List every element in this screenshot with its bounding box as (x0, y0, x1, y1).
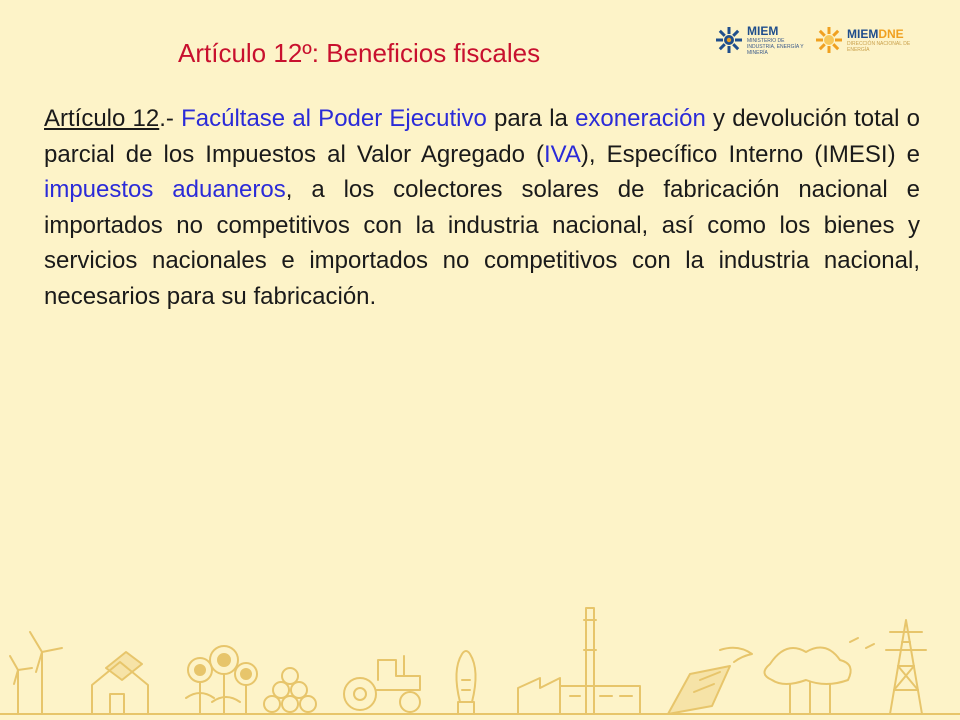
tractor-icon (344, 656, 420, 712)
article-text (44, 101, 920, 314)
miem-dne-logo (815, 20, 915, 60)
highlighted-phrase: IVA (544, 140, 581, 168)
log-pile-icon (264, 668, 316, 712)
house-solar-icon (92, 652, 148, 714)
miem-dne-sun-icon (815, 26, 843, 54)
power-tower-icon (886, 620, 926, 714)
article-label: Artículo 12 (44, 105, 160, 132)
sunflower-icon (186, 646, 257, 714)
solar-collector-icon (668, 648, 752, 714)
article-phrase: , a los colectores solares de fabricación nacional e importados no competitivos con la industria nacional, así como los bienes y servicios nacionales e importados no competitivos con la industria nacional, necesarios para su fabricación. (44, 176, 921, 310)
article-segments (44, 105, 920, 310)
article-label-suffix: .- (159, 105, 182, 132)
wind-turbine-icon (10, 632, 62, 714)
highlighted-phrase: exoneración (575, 105, 706, 132)
miem-sun-icon (715, 26, 743, 54)
slide-title: Artículo 12º: Beneficios fiscales (178, 38, 541, 68)
trees-icon (764, 638, 874, 714)
miem-logo-name: MIEM (747, 23, 779, 38)
footer-illustration (0, 590, 960, 720)
miem-logo (715, 20, 810, 60)
article-phrase: y devolución total o parcial de los Impuestos al Valor Agregado ( (44, 105, 921, 168)
article-phrase: para la (486, 105, 576, 132)
miem-dne-logo-name: MIEMDNE (847, 26, 904, 41)
factory-icon (518, 608, 640, 714)
highlighted-phrase: impuestos aduaneros (44, 176, 286, 203)
article-phrase: ), Específico Interno (IMESI) e (580, 140, 920, 168)
miem-dne-logo-subtitle: DIRECCIÓN NACIONAL DE ENERGÍA (847, 40, 911, 53)
miem-logo-subtitle: MINISTERIO DE INDUSTRIA, ENERGÍA Y MINERÍA (747, 37, 804, 56)
logos (715, 20, 915, 60)
highlighted-phrase: Facúltase al Poder Ejecutivo (181, 105, 487, 132)
light-bulb-icon (456, 651, 475, 714)
